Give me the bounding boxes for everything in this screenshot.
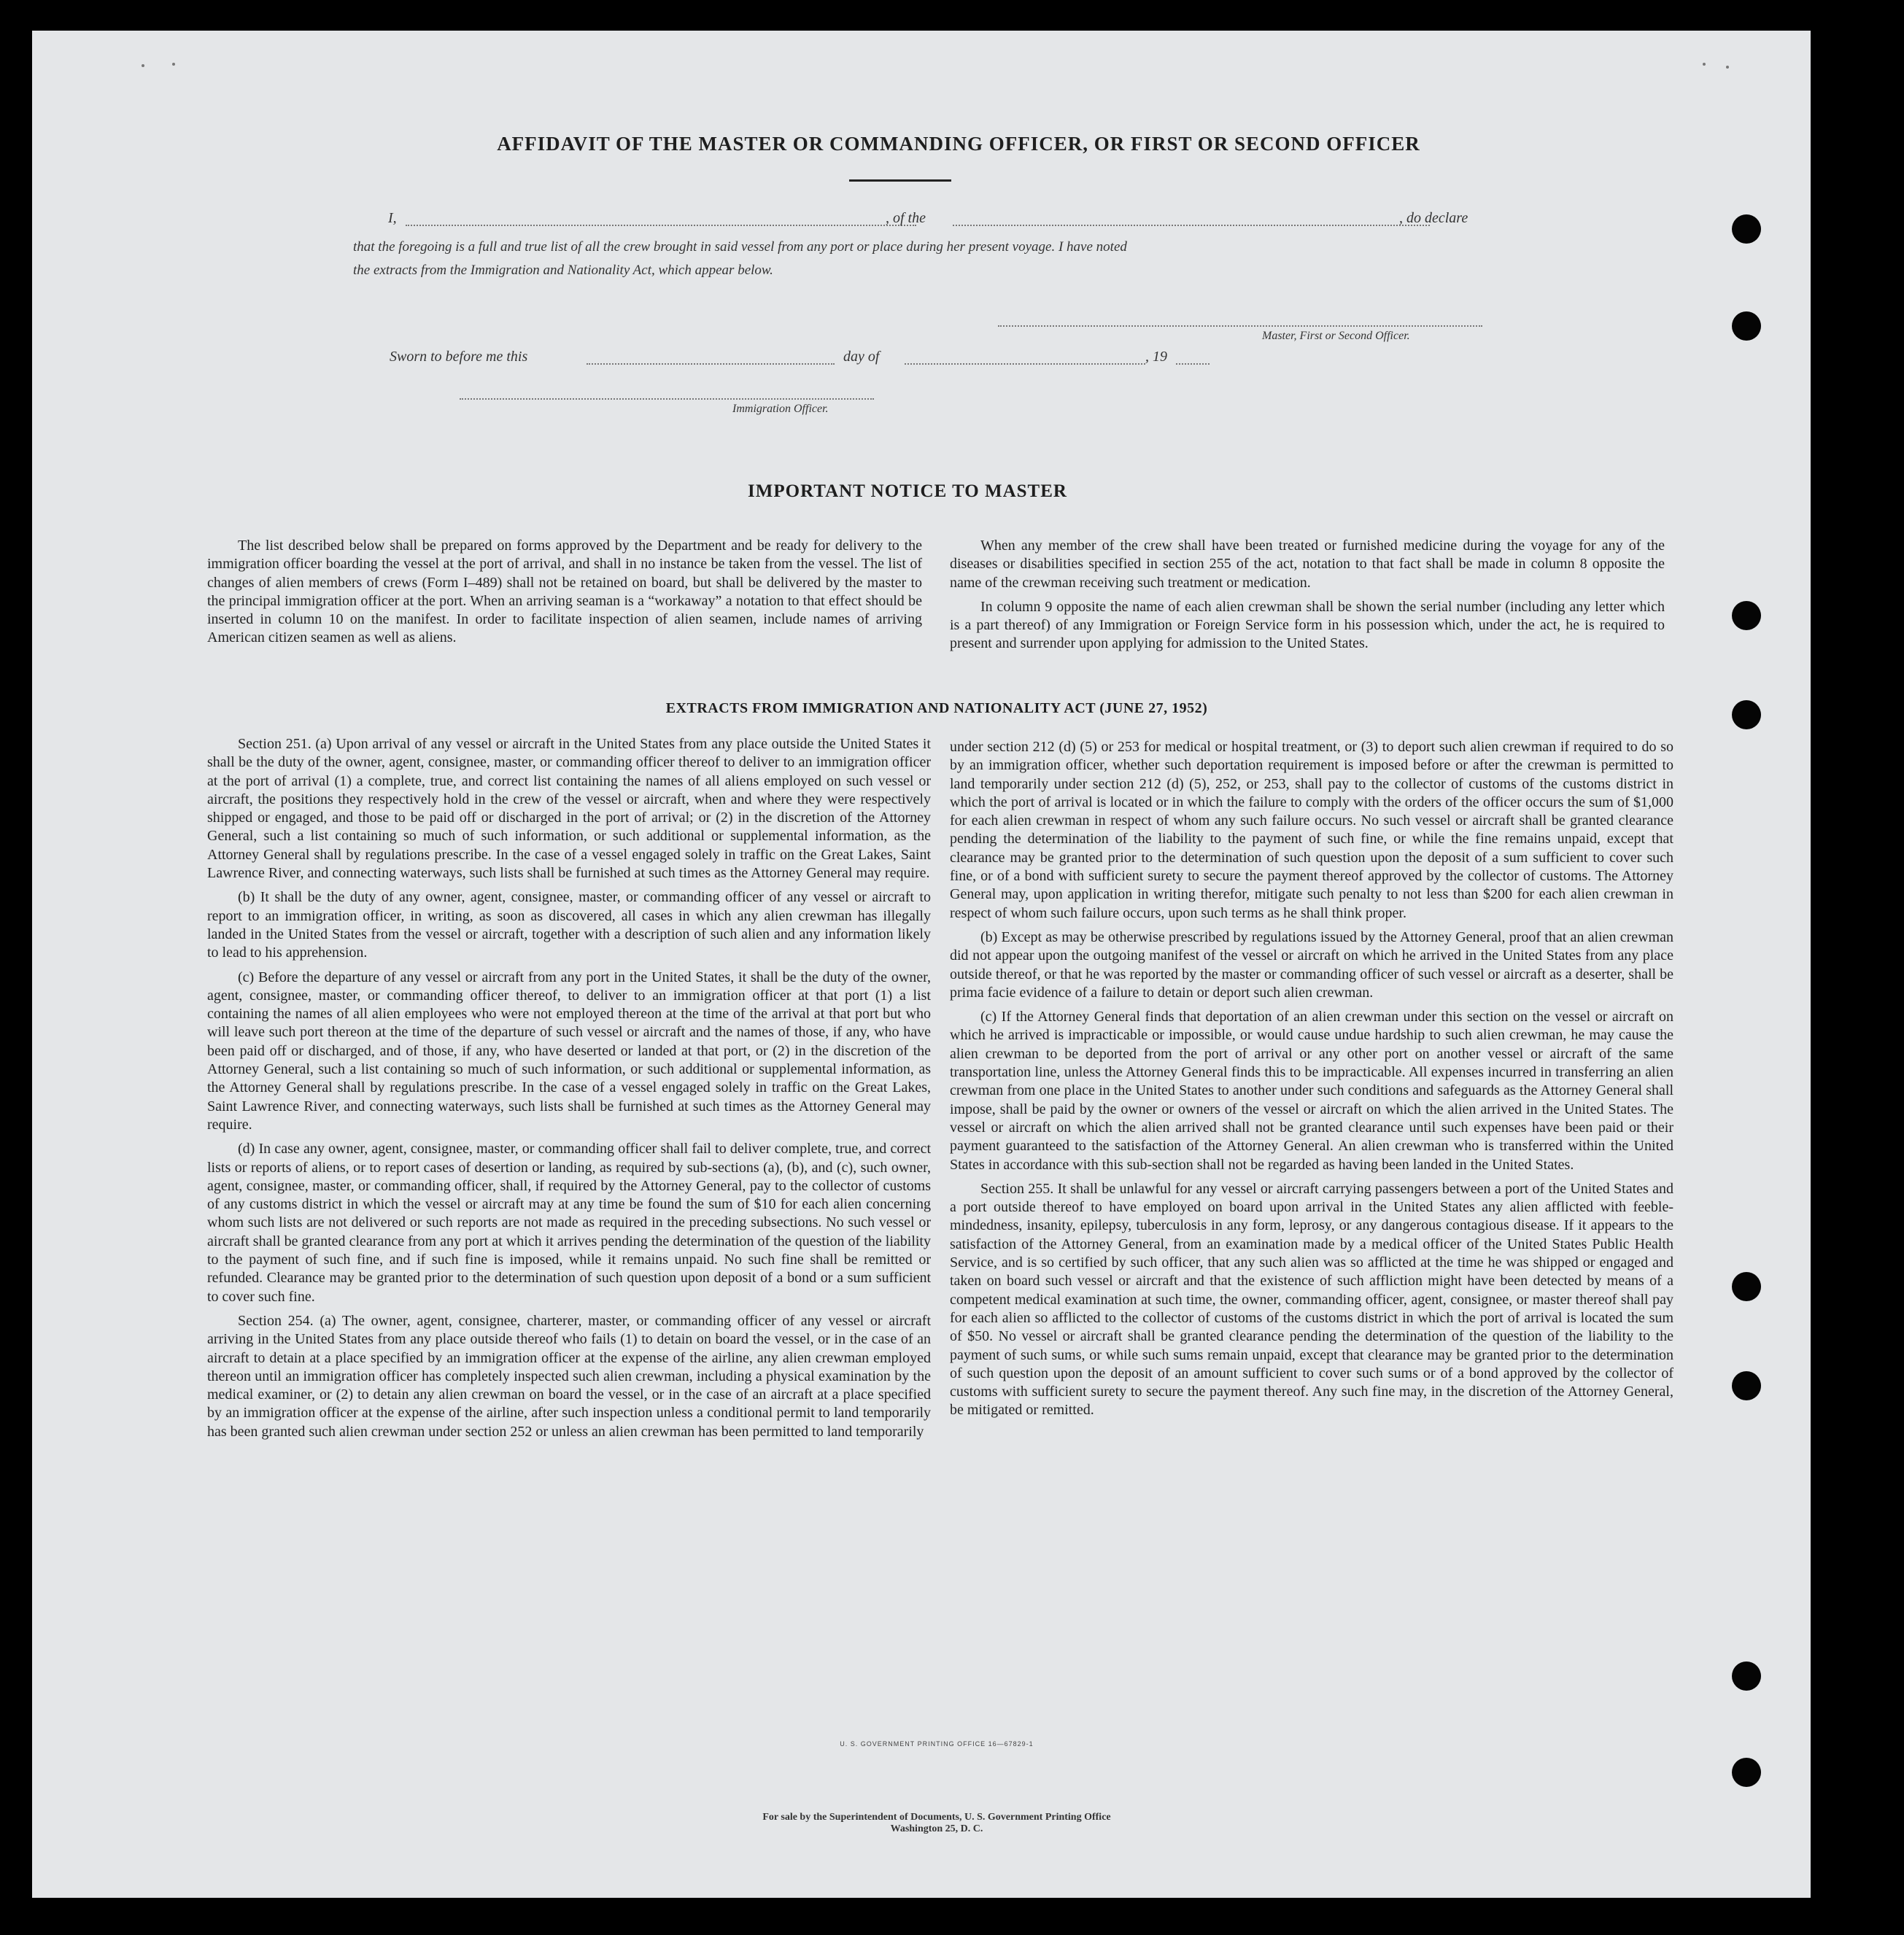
sworn-day-field[interactable] [587,363,835,365]
notice-paragraph: When any member of the crew shall have been treated or furnished medicine during the voyage for any of the diseases or disabilities specified in section 255 of the act, notation to that fact shall be made in column 8 opposite the name of the crewman receiving such treatment or medication. [950,538,1665,591]
punch-hole [1732,1758,1761,1787]
section-paragraph: (d) In case any owner, agent, consignee, master, or commanding officer shall fail to deliver complete, true, and correct lists or reports of aliens, or to report cases of desertion or landing, as required by sub-sections (a), (b), and (c), such owner, agent, consignee, master, or commanding officer, shall, if required by the Attorney General, pay to the collector of customs of any customs district in which the vessel or aircraft may at any time be found the sum of $10 for each alien concerning whom such lists are not delivered or such reports are not made as required in the preceding subsections. No such vessel or aircraft shall be granted clearance from any port at which it arrives pending the determination of the question of the liability to the payment of such fine, and if such fine is imposed, while it remains unpaid. No such fine shall be remitted or refunded. Clearance may be granted prior to the determination of such question upon deposit of a bond or a sum sufficient to cover such fine. [207,1141,931,1305]
extracts-title: EXTRACTS FROM IMMIGRATION AND NATIONALITY ACT (JUNE 27, 1952) [665,700,1208,716]
punch-hole [1732,311,1761,341]
year-label: , 19 [1145,349,1167,365]
notice-right-column [950,537,1665,654]
paper-speck [1726,66,1729,69]
sworn-year-field[interactable] [1176,363,1210,365]
sale-notice [659,1812,1214,1835]
sale-line-1: For sale by the Superintendent of Documents, U. S. Government Printing Office [762,1812,1111,1823]
name-field[interactable] [406,225,916,226]
section-paragraph: (b) It shall be the duty of any owner, agent, consignee, master, or commanding officer of any vessel or aircraft to report to an immigration officer, in writing, as soon as discovered, all cases in which any alien crewman has illegally landed in the United States from the vessel or aircraft, together with a description of such alien and any information likely to lead to his apprehension. [207,889,931,961]
master-signature-caption: Master, First or Second Officer. [1262,330,1410,342]
notice-paragraph: The list described below shall be prepared on forms approved by the Department and be ready for delivery to the immigration officer boarding the vessel at the port of arrival, and shall in no instance be taken from the vessel. The list of changes of alien members of crews (Form I–489) shall not be retained on board, but shall be delivered by the master to the principal immigration officer at the port. When an arriving seaman is a “workaway” a notation to that effect should be inserted in column 10 on the manifest. In order to facilitate inspection of alien seamen, include names of arriving American citizen seamen as well as aliens. [207,538,922,646]
master-signature-line[interactable] [998,325,1482,327]
section-paragraph: Section 255. It shall be unlawful for any vessel or aircraft carrying passengers between a port of the United States and a port outside thereof to have employed on board upon arrival in the United States any alien afflicted with feeble-mindedness, insanity, epilepsy, tuberculosis in any form, leprosy, or any dangerous contagious disease. If it appears to the satisfaction of the Attorney General, from an examination made by a medical officer of the United States Public Health Service, and is so certified by such officer, that any such alien was so afflicted at the time he was shipped or engaged and taken on board such vessel or aircraft and that the existence of such affliction might have been detected by means of a competent medical examination at such time, the owner, commanding officer, agent, consignee, or master thereof shall pay for each alien so afflicted to the collector of customs of the customs district in which the port of arrival is located the sum of $50. No vessel or aircraft shall be granted clearance pending the determination of the question of the liability to the payment of such sums, or while such sums remain unpaid, except that clearance may be granted prior to the determination of such question upon the deposit of an amount sufficient to cover such sums or of a bond approved by the collector of customs with sufficient surety to secure the payment thereof. Any such fine may, in the discretion of the Attorney General, be mitigated or remitted. [950,1180,1673,1419]
title-divider [849,179,951,182]
punch-hole [1732,700,1761,729]
vessel-field[interactable] [953,225,1430,226]
officer-signature-caption: Immigration Officer. [732,403,829,415]
punch-hole [1732,1661,1761,1691]
affidavit-line-3: the extracts from the Immigration and Nationality Act, which appear below. [353,263,773,278]
section-paragraph: under section 212 (d) (5) or 253 for medical or hospital treatment, or (3) to deport such alien crewman if required to do so by an immigration officer, whether such deportation requirement is imposed before or after the crewman is permitted to land temporarily under section 212 (d) (5), 252, or 253, shall pay to the collector of customs of the customs district in which the port of arrival is located or in which the failure to comply with the orders of the officer occurs the sum of $1,000 for each alien crewman in respect of whom any such failure occurs. No such vessel or aircraft shall be granted clearance pending the determination of the liability to the payment of such fine, or while the fine remains unpaid, except that clearance may be granted prior to the determination of such question upon the deposit of a sum sufficient to cover such fine, or of a bond with sufficient surety to secure the payment thereof approved by the collector of customs. The Attorney General may, upon application in writing therefor, mitigate such penalty to not less than $200 for each alien crewman in respect of whom such failure occurs, upon such terms as he shall think proper. [950,739,1673,921]
sworn-label: Sworn to before me this [390,349,528,365]
section-paragraph: (c) If the Attorney General finds that deportation of an alien crewman under this section on the vessel or aircraft on which he arrived is impracticable or impossible, or would cause undue hardship to such alien crewman, he may cause the alien crewman to be deported from the port of arrival or any other port on another vessel or aircraft of the same transportation line, unless the Attorney General finds this to be impracticable. All expenses incurred in transferring an alien crewman from one place in the United States to another under such conditions and safeguards as the Attorney General shall impose, shall be paid by the owner or owners of the vessel or aircraft on which the alien arrived in the United States. The vessel or aircraft on which the alien arrived shall not be granted clearance until such expenses have been paid or their payment guaranteed to the satisfaction of the Attorney General. An alien crewman who is transferred within the United States in accordance with this sub-section shall not be regarded as having been landed in the United States. [950,1009,1673,1173]
section-paragraph: (c) Before the departure of any vessel or aircraft from any port in the United States, it shall be the duty of the owner, agent, consignee, master, or commanding officer thereof, to deliver to an immigration officer at that port (1) a list containing the names of all alien employees who were not employed thereon at the time of the arrival at that port but who will leave such port thereon at the time of the departure of such vessel or aircraft and the names of those, if any, who have been paid off or discharged, and of those, if any, who have deserted or landed at that port, or (2) in the discretion of the Attorney General, such a list containing so much of such information, or such additional or supplemental information, as the Attorney General shall by regulations prescribe. In the case of a vessel engaged solely in traffic on the Great Lakes, Saint Lawrence River, and connecting waterways, such lists shall be furnished at such times as the Attorney General may require. [207,969,931,1133]
sale-line-2: Washington 25, D. C. [890,1823,983,1834]
notice-left-column [207,537,922,648]
notice-title: IMPORTANT NOTICE TO MASTER [748,481,1067,501]
paper-speck [172,63,175,66]
section-paragraph: Section 251. (a) Upon arrival of any vessel or aircraft in the United States from any place outside the United States it shall be the duty of the owner, agent, consignee, master, or commanding officer thereof to deliver to an immigration officer at the port of arrival (1) a complete, true, and correct list containing the names of all aliens employed on such vessel or aircraft, the positions they respectively hold in the crew of the vessel or aircraft, when and where they were respectively shipped or engaged, and those to be paid off or discharged in the port of arrival; or (2) in the discretion of the Attorney General, such a list containing so much of such information, or such additional or supplemental information, as the Attorney General shall by regulations prescribe. In the case of a vessel engaged solely in traffic on the Great Lakes, Saint Lawrence River, and connecting waterways, such lists shall be furnished at such times as the Attorney General may require. [207,736,931,882]
of-the-label: , of the [886,210,926,226]
punch-hole [1732,214,1761,244]
officer-signature-line[interactable] [460,398,874,400]
form-page [32,31,1811,1898]
printing-office-line: U. S. GOVERNMENT PRINTING OFFICE 16—67829-1 [840,1740,1034,1748]
paper-speck [142,64,144,67]
section-paragraph: (b) Except as may be otherwise prescribed by regulations issued by the Attorney General, proof that an alien crewman did not appear upon the outgoing manifest of the vessel or aircraft on which he arrived in the United States from any place outside thereof, or that he was reported by the master or commanding officer of such vessel or aircraft as a deserter, shall be prima facie evidence of a failure to detain or deport such alien crewman. [950,928,1673,1001]
punch-hole [1732,1272,1761,1301]
punch-hole [1732,601,1761,630]
affidavit-title: AFFIDAVIT OF THE MASTER OR COMMANDING OFFICER, OR FIRST OR SECOND OFFICER [497,133,1420,155]
section-paragraph: Section 254. (a) The owner, agent, consignee, charterer, master, or commanding officer of any vessel or aircraft arriving in the United States from any place outside thereof who fails (1) to detain on board the vessel, or in the case of an aircraft to detain at a place specified by an immigration officer at the expense of the airline, any alien crewman employed thereon until an immigration officer has completely inspected such alien crewman, including a physical examination by the medical examiner, or (2) to detain any alien crewman on board the vessel, or in the case of an aircraft at a place specified by an immigration officer at the expense of the airline, after such inspection unless a conditional permit to land temporarily has been granted such alien crewman under section 252 or unless an alien crewman has been permitted to land temporarily [207,1312,931,1440]
paper-speck [1703,63,1706,66]
do-declare-label: , do declare [1399,210,1468,226]
day-of-label: day of [843,349,880,365]
extracts-right-column [950,738,1673,1420]
extracts-left-column [207,735,931,1441]
sworn-month-field[interactable] [905,363,1145,365]
i-label: I, [388,210,397,226]
notice-paragraph: In column 9 opposite the name of each alien crewman shall be shown the serial number (including any letter which is a part thereof) of any Immigration or Foreign Service form in his possession which, under the act, he is required to present and surrender upon applying for admission to the United States. [950,598,1665,652]
punch-hole [1732,1371,1761,1400]
affidavit-line-2: that the foregoing is a full and true list of all the crew brought in said vessel from any port or place during her present voyage. I have noted [353,239,1127,255]
